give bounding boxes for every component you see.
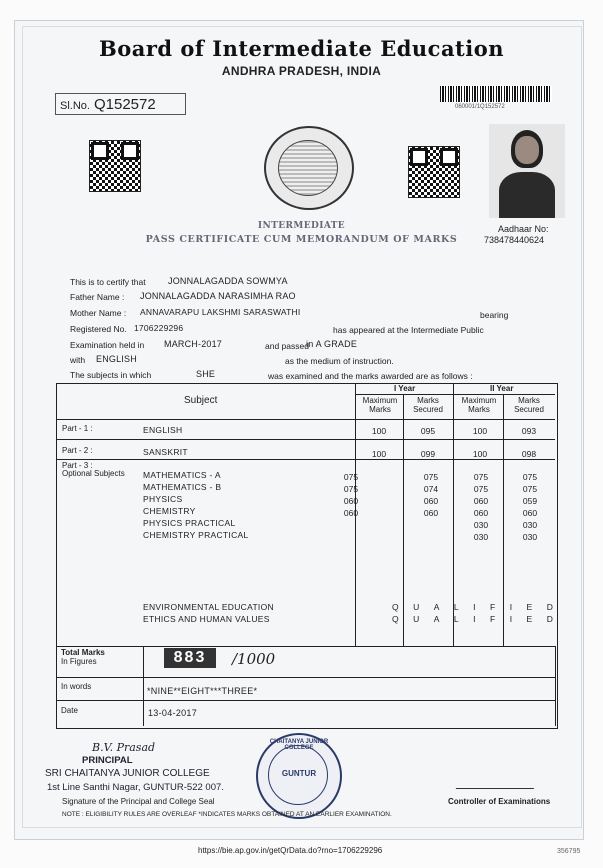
optional-subject: CHEMISTRY xyxy=(143,506,196,516)
opt-mark: 030 xyxy=(473,532,489,542)
principal-signature: B.V. Prasad xyxy=(92,741,156,754)
part2-mark: 100 xyxy=(472,449,488,459)
date-label: Date xyxy=(61,706,78,715)
father-name: JONNALAGADDA NARASIMHA RAO xyxy=(140,291,296,301)
opt-mark: 060 xyxy=(423,496,439,506)
regno-value: 1706229296 xyxy=(134,323,184,333)
appeared-text: has appeared at the Intermediate Public xyxy=(333,325,484,335)
opt-mark: 030 xyxy=(522,520,538,530)
controller-signature xyxy=(456,768,538,789)
principal-title: PRINCIPAL xyxy=(82,755,133,766)
certify-label: This is to certify that xyxy=(70,277,146,287)
opt-mark: 060 xyxy=(343,496,359,506)
secured-header-y2: Marks Secured xyxy=(514,396,544,414)
opt-mark: 075 xyxy=(423,472,439,482)
part2-mark: 100 xyxy=(371,449,387,459)
year1-header: I Year xyxy=(394,384,416,393)
board-emblem xyxy=(264,126,354,210)
in-words-value: *NINE**EIGHT***THREE* xyxy=(147,686,258,696)
stamp-center-text: GUNTUR xyxy=(281,769,317,778)
aadhaar-label: Aadhaar No: xyxy=(498,224,549,234)
grade-value: in A GRADE xyxy=(306,339,358,349)
mother-label: Mother Name : xyxy=(70,308,127,318)
opt-mark: 060 xyxy=(343,508,359,518)
qr-code-right xyxy=(408,146,460,198)
footer-note: NOTE : ELIGIBILITY RULES ARE OVERLEAF *INDICATES MARKS OBTAINED AT AN EARLIER EXAMINATION. xyxy=(62,811,392,818)
principal-caption: Signature of the Principal and College Seal xyxy=(62,797,215,806)
college-name: SRI CHAITANYA JUNIOR COLLEGE xyxy=(45,768,210,779)
date-value: 13-04-2017 xyxy=(148,708,198,718)
verification-url: https://bie.ap.gov.in/getQrData.do?rno=1706229296 xyxy=(198,846,383,855)
optional-subject: PHYSICS PRACTICAL xyxy=(143,518,236,528)
subjects-label: The subjects in which xyxy=(70,370,152,380)
subject-header: Subject xyxy=(184,395,218,406)
bearing-text: bearing xyxy=(480,310,509,320)
opt-mark: 075 xyxy=(473,472,489,482)
college-stamp xyxy=(256,733,342,819)
max-marks-header-y1: Maximum Marks xyxy=(362,396,398,414)
serial-print: 356795 xyxy=(557,848,581,855)
part3-sub: Optional Subjects xyxy=(62,469,125,478)
barcode-number: 060001/1Q152572 xyxy=(455,104,505,110)
opt-mark: 075 xyxy=(473,484,489,494)
part3-label: Part - 3 : xyxy=(62,461,93,470)
part2-subject: SANSKRIT xyxy=(143,447,188,457)
barcode xyxy=(440,86,552,102)
serial-label: Sl.No. xyxy=(60,100,90,112)
total-label: Total Marks xyxy=(61,648,105,657)
part2-label: Part - 2 : xyxy=(62,446,93,455)
env-subject: ENVIRONMENTAL EDUCATION xyxy=(143,602,274,612)
regno-label: Registered No. xyxy=(70,324,127,334)
part2-mark: 098 xyxy=(521,449,537,459)
part1-mark: 093 xyxy=(521,426,537,436)
serial-value: Q152572 xyxy=(93,96,156,113)
total-out-of: /1000 xyxy=(232,650,276,668)
state-title: ANDHRA PRADESH, INDIA xyxy=(221,64,382,78)
opt-mark: 060 xyxy=(423,508,439,518)
examined-text: was examined and the marks awarded are as follows : xyxy=(268,371,473,381)
part1-subject: ENGLISH xyxy=(143,425,183,435)
with-label: with xyxy=(70,355,86,365)
controller-title: Controller of Examinations xyxy=(448,797,551,806)
opt-mark: 060 xyxy=(473,496,489,506)
part1-mark: 100 xyxy=(371,426,387,436)
opt-mark: 030 xyxy=(473,520,489,530)
mother-name: ANNAVARAPU LAKSHMI SARASWATHI xyxy=(140,307,301,317)
total-figure: 883 xyxy=(164,648,216,668)
year2-header: II Year xyxy=(490,384,514,393)
env-qualified: QUALIFIED xyxy=(392,602,568,612)
max-marks-header-y2: Maximum Marks xyxy=(461,396,497,414)
medium-text: as the medium of instruction. xyxy=(285,356,394,366)
opt-mark: 075 xyxy=(522,484,538,494)
student-name: JONNALAGADDA SOWMYA xyxy=(168,276,288,286)
part1-mark: 100 xyxy=(472,426,488,436)
qr-code-left xyxy=(89,140,141,192)
optional-subject: MATHEMATICS - A xyxy=(143,470,221,480)
opt-mark: 059 xyxy=(522,496,538,506)
opt-mark: 060 xyxy=(473,508,489,518)
optional-subject: CHEMISTRY PRACTICAL xyxy=(143,530,249,540)
opt-mark: 075 xyxy=(522,472,538,482)
serial-number-box xyxy=(55,93,186,115)
student-photo xyxy=(489,124,565,218)
aadhaar-number: 738478440624 xyxy=(484,235,545,245)
optional-subject: MATHEMATICS - B xyxy=(143,482,222,492)
college-address: 1st Line Santhi Nagar, GUNTUR-522 007. xyxy=(47,782,224,793)
secured-header-y1: Marks Secured xyxy=(413,396,443,414)
ethics-qualified: QUALIFIED xyxy=(392,614,568,624)
part2-mark: 099 xyxy=(420,449,436,459)
optional-subject: PHYSICS xyxy=(143,494,183,504)
exam-label: Examination held in xyxy=(70,340,145,350)
in-words-label: In words xyxy=(61,682,92,691)
subtitle-certificate: PASS CERTIFICATE CUM MEMORANDUM OF MARKS xyxy=(145,234,458,245)
ethics-subject: ETHICS AND HUMAN VALUES xyxy=(143,614,270,624)
board-title: Board of Intermediate Education xyxy=(98,36,504,61)
opt-mark: 074 xyxy=(423,484,439,494)
exam-held: MARCH-2017 xyxy=(164,339,223,349)
subtitle-intermediate: INTERMEDIATE xyxy=(257,221,346,231)
part1-label: Part - 1 : xyxy=(62,424,93,433)
passed-label: and passed xyxy=(265,341,309,351)
opt-mark: 030 xyxy=(522,532,538,542)
in-figures-label: In Figures xyxy=(61,657,97,666)
stamp-arc-text: CHAITANYA JUNIOR COLLEGE xyxy=(269,739,329,751)
part1-mark: 095 xyxy=(420,426,436,436)
opt-mark: 060 xyxy=(522,508,538,518)
opt-mark: 075 xyxy=(343,472,359,482)
pronoun: SHE xyxy=(196,369,216,379)
opt-mark: 075 xyxy=(343,484,359,494)
father-label: Father Name : xyxy=(70,292,125,302)
medium-value: ENGLISH xyxy=(96,354,137,364)
